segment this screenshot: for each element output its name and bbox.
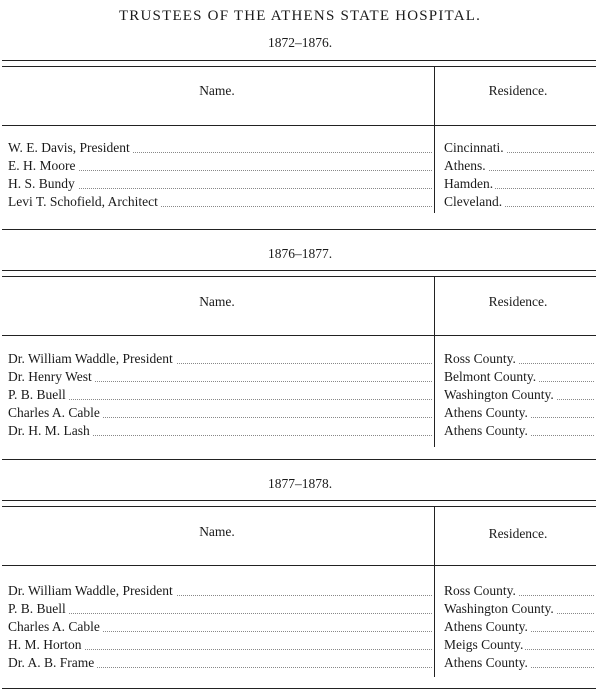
table-row bbox=[0, 582, 600, 600]
trustee-name: Dr. William Waddle, President bbox=[8, 351, 176, 366]
name-column-header: Name. bbox=[199, 83, 235, 98]
trustee-name: Dr. William Waddle, President bbox=[8, 583, 176, 598]
table-row bbox=[0, 618, 600, 636]
trustee-name: Charles A. Cable bbox=[8, 405, 103, 420]
page-title: TRUSTEES OF THE ATHENS STATE HOSPITAL. bbox=[118, 8, 482, 24]
trustee-residence: Cincinnati. bbox=[444, 140, 504, 155]
trustee-residence: Ross County. bbox=[444, 583, 516, 598]
trustee-residence: Ross County. bbox=[444, 351, 516, 366]
trustee-name: E. H. Moore bbox=[8, 158, 79, 173]
trustee-name: P. B. Buell bbox=[8, 387, 69, 402]
table-top-rule bbox=[2, 60, 596, 67]
period-heading: 1877–1878. bbox=[267, 476, 333, 491]
trustee-name: Dr. H. M. Lash bbox=[8, 423, 93, 438]
table-row bbox=[0, 350, 600, 368]
trustee-residence: Washington County. bbox=[444, 601, 554, 616]
trustee-residence: Washington County. bbox=[444, 387, 554, 402]
residence-column-header: Residence. bbox=[488, 294, 548, 309]
table-row bbox=[0, 636, 600, 654]
table-bottom-rule bbox=[2, 459, 596, 460]
table-row bbox=[0, 422, 600, 440]
trustee-name: Levi T. Schofield, Architect bbox=[8, 194, 161, 209]
trustee-residence: Meigs County. bbox=[444, 637, 524, 652]
column-divider bbox=[434, 67, 435, 125]
trustee-name: H. S. Bundy bbox=[8, 176, 78, 191]
table-row bbox=[0, 386, 600, 404]
table-top-rule bbox=[2, 270, 596, 277]
table-row bbox=[0, 175, 600, 193]
trustee-name: Charles A. Cable bbox=[8, 619, 103, 634]
name-column-header: Name. bbox=[199, 524, 235, 539]
trustee-residence: Athens. bbox=[444, 158, 486, 173]
trustee-name: W. E. Davis, President bbox=[8, 140, 133, 155]
residence-column-header: Residence. bbox=[488, 526, 548, 541]
period-heading: 1876–1877. bbox=[267, 246, 333, 261]
table-row bbox=[0, 139, 600, 157]
table-row bbox=[0, 368, 600, 386]
name-column-header: Name. bbox=[199, 294, 235, 309]
trustee-name: Dr. A. B. Frame bbox=[8, 655, 97, 670]
header-rule bbox=[2, 335, 596, 336]
trustee-name: H. M. Horton bbox=[8, 637, 85, 652]
trustee-residence: Athens County. bbox=[444, 405, 528, 420]
table-row bbox=[0, 157, 600, 175]
trustee-residence: Belmont County. bbox=[444, 369, 537, 384]
header-rule bbox=[2, 125, 596, 126]
trustee-residence: Athens County. bbox=[444, 423, 528, 438]
period-heading: 1872–1876. bbox=[267, 35, 333, 50]
trustee-residence: Athens County. bbox=[444, 655, 528, 670]
table-row bbox=[0, 404, 600, 422]
table-row bbox=[0, 193, 600, 211]
trustee-name: Dr. Henry West bbox=[8, 369, 95, 384]
table-bottom-rule bbox=[2, 688, 596, 689]
table-bottom-rule bbox=[2, 229, 596, 230]
header-rule bbox=[2, 565, 596, 566]
table-top-rule bbox=[2, 500, 596, 507]
table-row bbox=[0, 600, 600, 618]
trustee-name: P. B. Buell bbox=[8, 601, 69, 616]
column-divider bbox=[434, 277, 435, 335]
column-divider bbox=[434, 507, 435, 565]
trustee-residence: Cleveland. bbox=[444, 194, 503, 209]
table-row bbox=[0, 654, 600, 672]
residence-column-header: Residence. bbox=[488, 83, 548, 98]
trustee-residence: Hamden. bbox=[444, 176, 494, 191]
trustee-residence: Athens County. bbox=[444, 619, 528, 634]
